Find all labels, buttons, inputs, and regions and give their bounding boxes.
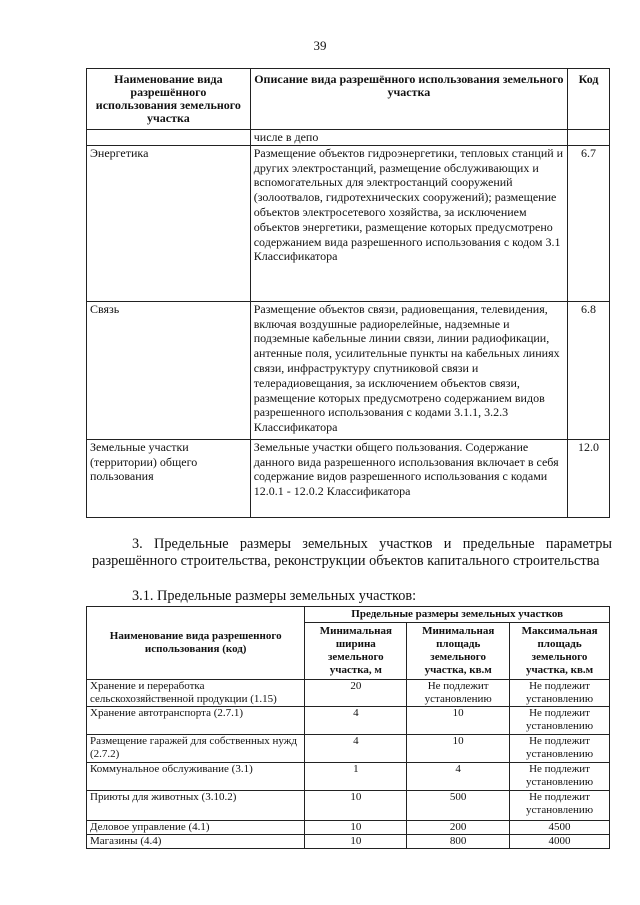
table-row xyxy=(87,707,610,735)
cell-name: Энергетика xyxy=(87,145,251,301)
section-3-heading: 3. Предельные размеры земельных участков и предельные параметры разрешённого строительства, реконструкции объектов капитального строительства xyxy=(92,536,612,569)
cell-description: Размещение объектов гидроэнергетики, тепловых станций и других электростанций, размещение обслуживающих и вспомогательных для электростанций сооружений (золоотвалов, гидротехнических сооружений); размещение объектов электросетевого хозяйства, за исключением объектов энергетики, размещение которых предусмотрено содержанием вида разрешенного использования с кодом 3.1 Классификатора xyxy=(250,145,567,301)
cell-use-type: Приюты для животных (3.10.2) xyxy=(87,791,305,821)
cell-name: Земельные участки (территории) общего пользования xyxy=(87,439,251,517)
page-number: 39 xyxy=(313,38,327,53)
land-plot-sizes-table xyxy=(86,606,610,849)
section-3-1-heading: 3.1. Предельные размеры земельных участков: xyxy=(132,588,417,604)
cell-min-area: 4 xyxy=(407,763,510,791)
header-min-width: Минимальная ширина земельного участка, м xyxy=(305,623,407,680)
cell-use-type: Размещение гаражей для собственных нужд (2.7.2) xyxy=(87,735,305,763)
table-row xyxy=(87,130,610,146)
cell-code: 6.8 xyxy=(568,301,610,439)
header-name: Наименование вида разрешённого использования земельного участка xyxy=(87,69,251,130)
cell-min-area: 500 xyxy=(407,791,510,821)
table-row xyxy=(87,763,610,791)
cell-min-area: 200 xyxy=(407,821,510,835)
cell-min-width: 20 xyxy=(305,680,407,707)
cell-max-area: 4000 xyxy=(510,835,610,849)
table-row xyxy=(87,821,610,835)
cell-use-type: Коммунальное обслуживание (3.1) xyxy=(87,763,305,791)
cell-name: Связь xyxy=(87,301,251,439)
table-row xyxy=(87,301,610,439)
cell-code: 6.7 xyxy=(568,145,610,301)
cell-min-area: 10 xyxy=(407,707,510,735)
cell-min-width: 10 xyxy=(305,835,407,849)
cell-max-area: Не подлежит установлению xyxy=(510,763,610,791)
cell-min-width: 4 xyxy=(305,735,407,763)
cell-max-area: Не подлежит установлению xyxy=(510,791,610,821)
cell-min-width: 4 xyxy=(305,707,407,735)
header-code: Код xyxy=(568,69,610,130)
cell-min-area: 800 xyxy=(407,835,510,849)
header-group: Предельные размеры земельных участков xyxy=(305,607,610,623)
header-use-type: Наименование вида разрешенного использования (код) xyxy=(87,607,305,680)
table-row xyxy=(87,735,610,763)
table-header-row xyxy=(87,69,610,130)
cell-use-type: Хранение и переработка сельскохозяйственной продукции (1.15) xyxy=(87,680,305,707)
cell-continued-description: числе в депо xyxy=(250,130,567,146)
table-header-row xyxy=(87,607,610,623)
cell-min-area: Не подлежит установлению xyxy=(407,680,510,707)
cell-use-type: Хранение автотранспорта (2.7.1) xyxy=(87,707,305,735)
cell-empty xyxy=(568,130,610,146)
cell-min-area: 10 xyxy=(407,735,510,763)
cell-max-area: Не подлежит установлению xyxy=(510,680,610,707)
cell-max-area: 4500 xyxy=(510,821,610,835)
cell-use-type: Магазины (4.4) xyxy=(87,835,305,849)
cell-description: Размещение объектов связи, радиовещания, телевидения, включая воздушные радиорелейные, надземные и подземные кабельные линии связи, линии радиофикации, антенные поля, усилительные пункты на кабельных линиях связи, инфраструктуру спутниковой связи и телерадиовещания, за исключением объектов связи, размещение которых предусмотрено содержанием видов разрешенного использования с кодами 3.1.1, 3.2.3 Классификатора xyxy=(250,301,567,439)
table-row xyxy=(87,680,610,707)
header-description: Описание вида разрешённого использования земельного участка xyxy=(250,69,567,130)
table-row xyxy=(87,145,610,301)
table-row xyxy=(87,835,610,849)
table-row xyxy=(87,439,610,517)
cell-max-area: Не подлежит установлению xyxy=(510,707,610,735)
cell-max-area: Не подлежит установлению xyxy=(510,735,610,763)
header-max-area: Максимальная площадь земельного участка, кв.м xyxy=(510,623,610,680)
cell-min-width: 10 xyxy=(305,791,407,821)
header-min-area: Минимальная площадь земельного участка, кв.м xyxy=(407,623,510,680)
cell-empty xyxy=(87,130,251,146)
cell-use-type: Деловое управление (4.1) xyxy=(87,821,305,835)
cell-min-width: 10 xyxy=(305,821,407,835)
table-row xyxy=(87,791,610,821)
cell-code: 12.0 xyxy=(568,439,610,517)
cell-description: Земельные участки общего пользования. Содержание данного вида разрешенного использования включает в себя содержание видов разрешенного использования с кодами 12.0.1 - 12.0.2 Классификатора xyxy=(250,439,567,517)
land-use-types-table xyxy=(86,68,610,518)
cell-min-width: 1 xyxy=(305,763,407,791)
